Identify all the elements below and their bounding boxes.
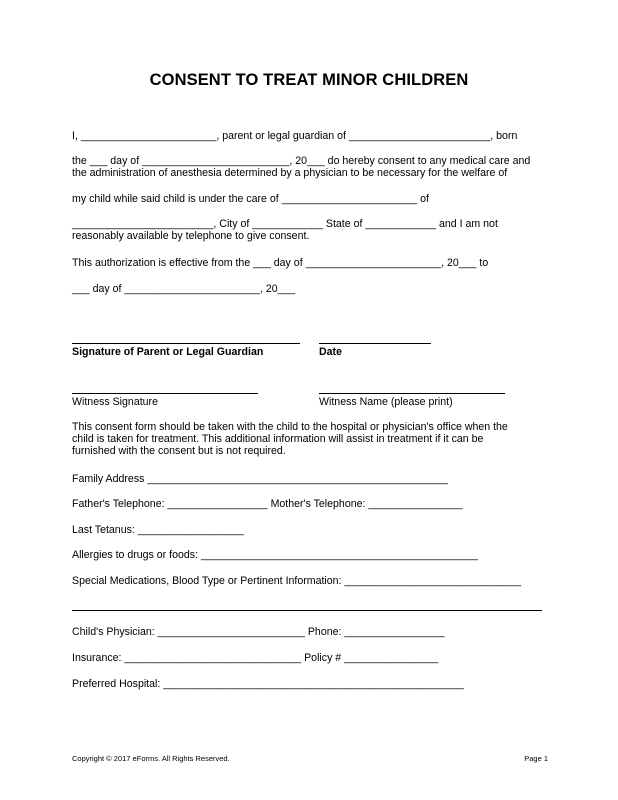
paragraph1-line1: I, _______________________, parent or legal guardian of ________________________, born xyxy=(72,130,518,142)
paragraph2-line2: ___ day of _______________________, 20___ xyxy=(72,283,296,295)
instructions-line3: furnished with the consent but is not required. xyxy=(72,445,286,457)
paragraph1-line3: the administration of anesthesia determined by a physician to be necessary for the welfare of xyxy=(72,167,508,179)
witness-signature-label: Witness Signature xyxy=(72,396,158,408)
guardian-signature-label: Signature of Parent or Legal Guardian xyxy=(72,346,264,358)
physician-field[interactable]: Child's Physician: _________________________ Phone: _________________ xyxy=(72,626,445,638)
special-medications-extra-line[interactable] xyxy=(72,610,542,611)
family-address-field[interactable]: Family Address ___________________________________________________ xyxy=(72,473,448,485)
telephones-field[interactable]: Father's Telephone: _________________ Mother's Telephone: ________________ xyxy=(72,498,463,510)
paragraph1-line6: reasonably available by telephone to give consent. xyxy=(72,230,310,242)
instructions-line2: child is taken for treatment. This additional information will assist in treatment if it can be xyxy=(72,433,484,445)
preferred-hospital-field[interactable]: Preferred Hospital: ___________________________________________________ xyxy=(72,678,464,690)
instructions-line1: This consent form should be taken with the child to the hospital or physician's office when the xyxy=(72,421,508,433)
date-line[interactable] xyxy=(319,343,431,344)
paragraph1-line5: ________________________, City of ____________ State of ____________ and I am not xyxy=(72,218,498,230)
paragraph1-line2: the ___ day of _________________________, 20___ do hereby consent to any medical care and xyxy=(72,155,531,167)
copyright-footer: Copyright © 2017 eForms. All Rights Reserved. xyxy=(72,754,230,763)
insurance-field[interactable]: Insurance: ______________________________ Policy # ________________ xyxy=(72,652,439,664)
paragraph1-line4: my child while said child is under the care of _______________________ of xyxy=(72,193,429,205)
witness-signature-line[interactable] xyxy=(72,393,258,394)
allergies-field[interactable]: Allergies to drugs or foods: _______________________________________________ xyxy=(72,549,478,561)
special-medications-field[interactable]: Special Medications, Blood Type or Pertinent Information: ______________________________ xyxy=(72,575,522,587)
paragraph2-line1: This authorization is effective from the ___ day of _______________________, 20___ to xyxy=(72,257,489,269)
witness-name-line[interactable] xyxy=(319,393,505,394)
date-label: Date xyxy=(319,346,342,358)
form-title: CONSENT TO TREAT MINOR CHILDREN xyxy=(149,71,469,89)
guardian-signature-line[interactable] xyxy=(72,343,300,344)
page-number: Page 1 xyxy=(524,754,548,763)
witness-name-label: Witness Name (please print) xyxy=(319,396,453,408)
last-tetanus-field[interactable]: Last Tetanus: __________________ xyxy=(72,524,244,536)
